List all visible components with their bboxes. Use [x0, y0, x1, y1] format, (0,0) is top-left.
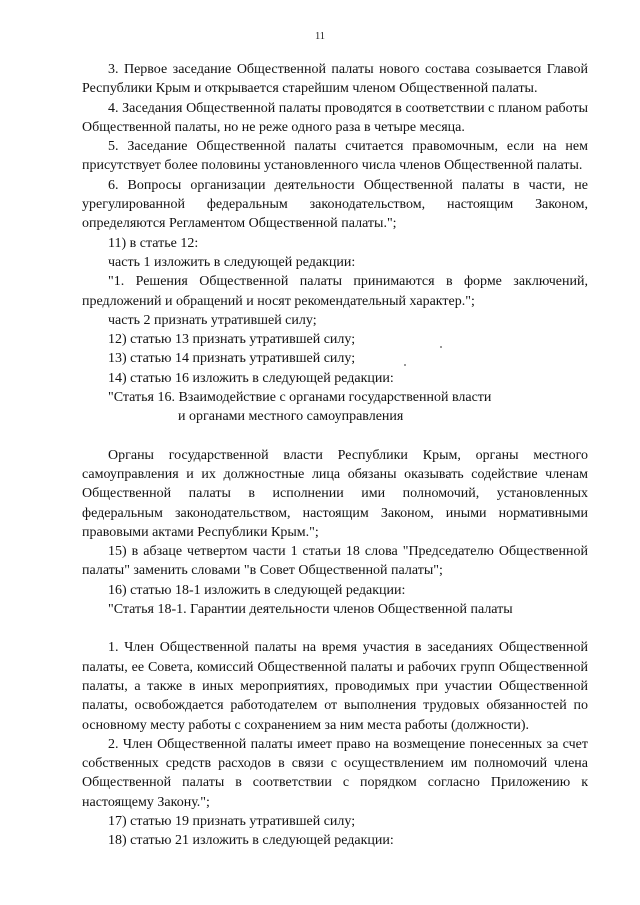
amendment-13: 13) статью 14 признать утратившей силу;: [108, 351, 356, 367]
amendment-11-part-2: часть 2 признать утратившей силу;: [108, 312, 317, 328]
article-18-1-part-2: 2. Член Общественной палаты имеет право на возмещение понесенных за счет собственных средств расходов в связи с осуществлением им полномочий члена Общественной палаты в соответствии с порядком согласно Приложению к настоящему Закону.";: [82, 736, 588, 810]
article-16-heading: "Статья 16. Взаимодействие с органами государственной власти: [108, 390, 492, 406]
spacer: [82, 619, 588, 638]
paragraph-item-5: 5. Заседание Общественной палаты считается правомочным, если на нем присутствует более половины установленного числа членов Общественной палаты.: [82, 139, 588, 174]
article-16-heading-continued: и органами местного самоуправления: [178, 409, 404, 425]
scan-speck: [404, 364, 406, 366]
spacer: [82, 427, 588, 446]
article-16-text: Органы государственной власти Республики Крым, органы местного самоуправления и их должностные лица обязаны оказывать содействие членам Общественной палаты в исполнении ими полномочий, установленных федеральным законодательством, настоящим Законом, иными нормативными правовыми актами Республики Крым.";: [82, 447, 588, 540]
paragraph-item-6: 6. Вопросы организации деятельности Общественной палаты в части, не урегулированной федеральным законодательством, настоящим Законом, определяются Регламентом Общественной палаты.";: [82, 177, 588, 232]
document-body: [82, 60, 588, 851]
amendment-15: 15) в абзаце четвертом части 1 статьи 18 слова "Председателю Общественной палаты" заменить словами "в Совет Общественной палаты";: [82, 544, 588, 579]
amendment-17: 17) статью 19 признать утратившей силу;: [108, 813, 356, 829]
amendment-11: 11) в статье 12:: [108, 235, 199, 251]
page-number: 11: [314, 31, 326, 42]
scan-speck: [440, 346, 442, 348]
amendment-16: 16) статью 18-1 изложить в следующей редакции:: [108, 582, 406, 598]
article-18-1-heading: "Статья 18-1. Гарантии деятельности членов Общественной палаты: [108, 602, 513, 618]
amendment-11-part-1: часть 1 изложить в следующей редакции:: [108, 254, 356, 270]
amendment-18: 18) статью 21 изложить в следующей редакции:: [108, 833, 394, 849]
paragraph-item-3: 3. Первое заседание Общественной палаты нового состава созывается Главой Республики Крым и открывается старейшим членом Общественной палаты.: [82, 62, 588, 97]
amendment-11-part-1-text: "1. Решения Общественной палаты принимаются в форме заключений, предложений и обращений и носят рекомендательный характер.";: [82, 274, 588, 309]
amendment-12: 12) статью 13 признать утратившей силу;: [108, 332, 356, 348]
paragraph-item-4: 4. Заседания Общественной палаты проводятся в соответствии с планом работы Общественной палаты, но не реже одного раза в четыре месяца.: [82, 100, 588, 135]
amendment-14: 14) статью 16 изложить в следующей редакции:: [108, 370, 394, 386]
article-18-1-part-1: 1. Член Общественной палаты на время участия в заседаниях Общественной палаты, ее Совета, комиссий Общественной палаты и рабочих групп Общественной палаты, а также в иных мероприятиях, проводимых при участии Общественной палаты, освобождается работодателем от выполнения трудовых обязанностей по основному месту работы с сохранением за ним места работы (должности).: [82, 640, 588, 733]
